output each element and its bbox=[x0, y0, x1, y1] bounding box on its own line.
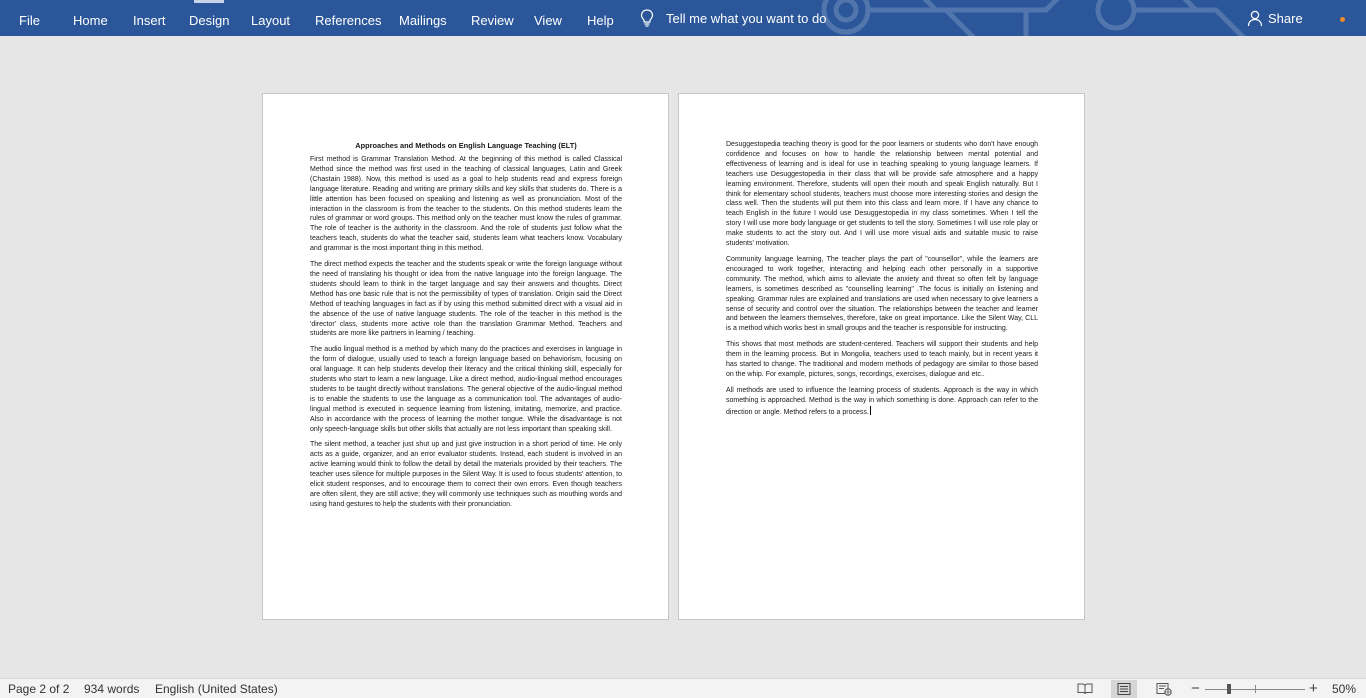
web-layout-icon bbox=[1156, 683, 1172, 696]
page-2-content[interactable] bbox=[726, 140, 1038, 424]
language-indicator[interactable]: English (United States) bbox=[155, 682, 278, 696]
menu-tab-mailings[interactable]: Mailings bbox=[399, 13, 447, 28]
paragraph: First method is Grammar Translation Method. At the beginning of this method is called Classical Method since the method was first used in the teaching of classical languages, Latin and Greek (Chastain 1988). Now, this method is used as a goal to help students read and express foreign language literature. Reading and writing are primary skills and key skills that students do. There is a little attention has been focused on speaking and listening as well as pronunciation. Most of the interaction in the classroom is from the teacher to the students. On this method students learn the rules of grammar or word groups. This method only on the teacher must know the rules of grammar. The role of teacher is the authority in the classroom. And the role of students just follow what the teachers teach, students do what the teacher said, students learn what teachers know. Vocabulary and grammar is the most important thing in this method. bbox=[310, 156, 622, 253]
share-button[interactable] bbox=[1247, 0, 1303, 36]
zoom-out-button[interactable]: − bbox=[1191, 680, 1200, 697]
status-bar bbox=[0, 678, 1366, 698]
read-mode-button[interactable] bbox=[1072, 680, 1098, 698]
share-label: Share bbox=[1268, 10, 1303, 26]
paragraph: The silent method, a teacher just shut up and just give instruction in a short period of time. He only acts as a guide, organizer, and an error evaluator students. Instead, each student is involved in an active learning would think to follow the detail by detail the materials provided by their teachers. The teacher uses silence for multiple purposes in the Silent Way. It is used to focus students' attention, to elicit student responses, and to encourage them to correct their own errors. Even though teachers are often silent, they are still active; they will commonly use techniques such as mouthing words and using hand gestures to help the students with their pronunciation. bbox=[310, 441, 622, 508]
paragraph: Desuggestopedia teaching theory is good for the poor learners or students who don't have enough confidence and focuses on how to handle the relationship between mental potential and effectiveness of learning and is ideal for use in teaching speaking to young language learners. If teachers use Desuggestopedia in their class that will be provide safe atmosphere and a happy learning environment. Therefore, students will open their mouth and speak English naturally. But I think for elementary school students, teachers must choose more interesting stories and design the class well. Then the students will put them into this class and learn more. If I have any chance to teach English in the future I would use Desuggestopedia in my class sometimes. When I tell the story I will use more body language or get students to tell the story. Sometimes I will use role play or make students to act the story out. And I will use more visual aids and suitable music to raise students' motivation. bbox=[726, 141, 1038, 248]
paragraph: The direct method expects the teacher and the students speak or write the foreign language without the need of translating his thought or idea from the native language into the foreign language. The students should learn to think in the target language and say their answers and thoughts. Direct Method has one basic rule that is not the permissibility of types of translation. Origin said the Direct Method of teaching languages in fact as if by using this method submitted direct with a visual aid in the absence of the use of native language students. The role of the teacher in this method is the 'director' class, students more active role than the translation Grammar Method. Teachers and students are more like partners in learning / teaching. bbox=[310, 261, 622, 338]
word-count[interactable]: 934 words bbox=[84, 682, 140, 696]
zoom-in-button[interactable]: + bbox=[1309, 680, 1318, 697]
document-canvas[interactable] bbox=[0, 36, 1366, 678]
paragraph: Community language learning, The teacher plays the part of "counsellor", while the learners are encouraged to work together, interacting and helping each other personally in a supportive community. The method, which aims to alleviate the anxiety and threat so often felt by language learners, is sometimes described as "counselling learning" .The focus is initially on listening and speaking. Grammar rules are explained and translations are used when necessary to give learners a sense of security and control over the situation. The relationships between the teacher and learner and between the learners themselves, therefore, take on great importance. Like the Silent Way, CLL is a method which works best in small groups and the teacher is responsible for instructing. bbox=[726, 255, 1038, 333]
paragraph-text: All methods are used to influence the learning process of students. Approach is the way in which something is approached. Method is the way in which something is done. Approach can refer to the direction or angle. Method refers to a process. bbox=[726, 386, 1038, 416]
text-cursor bbox=[870, 406, 871, 415]
menu-tab-references[interactable]: References bbox=[315, 13, 382, 28]
lightbulb-icon bbox=[640, 9, 654, 27]
menu-tab-insert[interactable]: Insert bbox=[133, 13, 166, 28]
menu-tab-view[interactable]: View bbox=[534, 13, 562, 28]
paragraph: This shows that most methods are student-centered. Teachers will support their students and help them in the learning process. But in Mongolia, teachers used to teach mainly, but in recent years it has started to change. The traditional and modern methods of pedagogy are similar to those based on the whip. For example, pictures, songs, recordings, exercises, dialogue and etc.. bbox=[726, 341, 1038, 378]
tell-me-text: Tell me what you want to do bbox=[666, 10, 827, 26]
tell-me-search[interactable] bbox=[640, 0, 826, 36]
menu-tab-layout[interactable]: Layout bbox=[251, 13, 291, 28]
menu-tab-file[interactable]: File bbox=[19, 13, 40, 28]
book-icon bbox=[1077, 683, 1093, 695]
paragraph: The audio lingual method is a method by which many do the practices and exercises in language in the form of dialogue, usually used to teach a foreign language based on behaviorism, focusing on oral language. It can help students develop their literacy and the critical thinking skill, especially for students who start to learn a new language. Like a direct method, audio-lingual method encourages students to be taught directly without translations. The general objective of the audio-lingual method is to enable the students to use the language as a communication tool. The advantages of audio-lingual method is executed in sequence learning from listening, imitating, memorize, and practice. Also in accordance with the process of learning the mother tongue. While the disadvantage is not only speech-language skills but other skills that actually are not less important than speaking skill. bbox=[310, 346, 622, 433]
last-paragraph bbox=[726, 386, 1038, 418]
person-icon bbox=[1247, 10, 1263, 26]
ribbon-menu-bar bbox=[0, 0, 1366, 36]
menu-tab-design[interactable]: Design bbox=[189, 0, 229, 36]
menu-tab-review[interactable]: Review bbox=[471, 13, 514, 28]
page-count[interactable]: Page 2 of 2 bbox=[8, 682, 70, 696]
document-page-2[interactable] bbox=[678, 93, 1085, 620]
menu-tab-help[interactable]: Help bbox=[587, 13, 614, 28]
zoom-level[interactable]: 50% bbox=[1332, 682, 1357, 696]
print-layout-button[interactable] bbox=[1111, 680, 1137, 698]
zoom-slider-center-mark bbox=[1255, 685, 1256, 693]
circuit-pattern-decoration bbox=[786, 0, 1306, 36]
page-layout-icon bbox=[1117, 683, 1131, 695]
menu-tab-home[interactable]: Home bbox=[73, 13, 108, 28]
web-layout-button[interactable] bbox=[1151, 680, 1177, 698]
notification-dot bbox=[1340, 17, 1345, 22]
document-title: Approaches and Methods on English Language Teaching (ELT) bbox=[355, 141, 577, 150]
page-1-content[interactable] bbox=[310, 140, 622, 516]
zoom-slider-thumb[interactable] bbox=[1227, 684, 1231, 694]
document-page-1[interactable] bbox=[262, 93, 669, 620]
